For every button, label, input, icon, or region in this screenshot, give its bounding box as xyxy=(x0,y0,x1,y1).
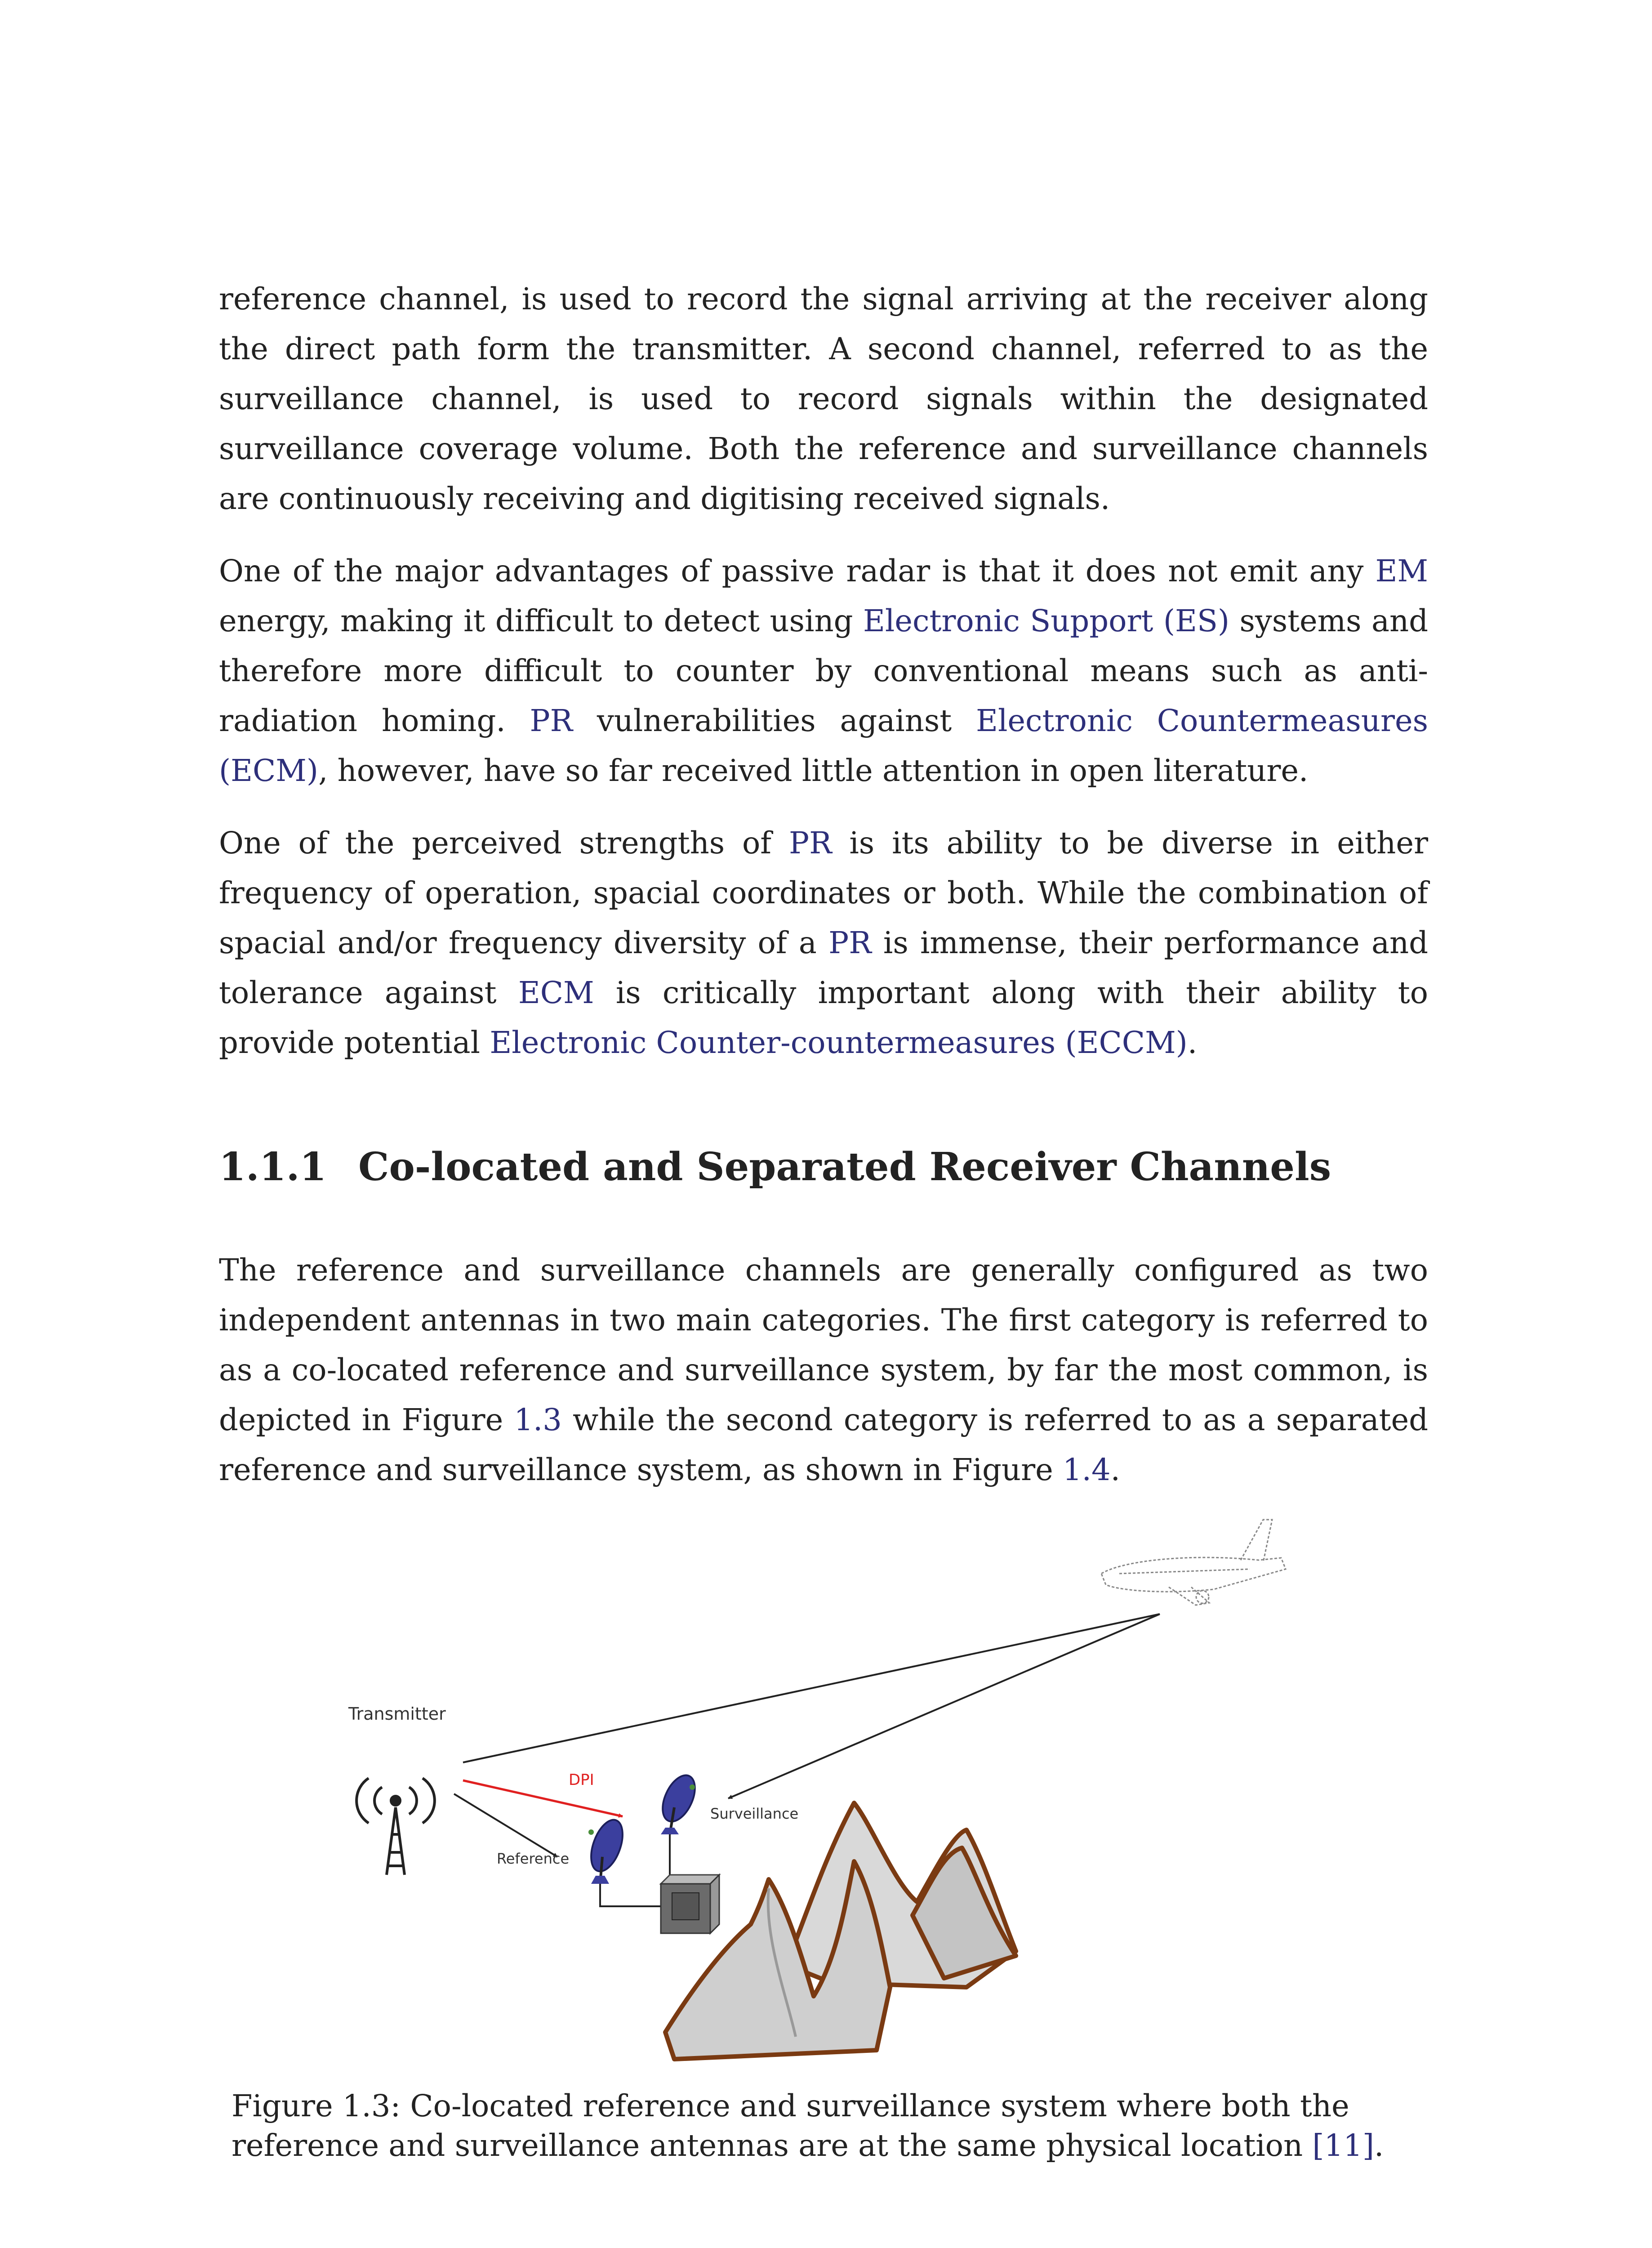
reference-antenna-icon xyxy=(585,1815,628,1884)
text-run: . xyxy=(1110,1452,1120,1487)
paragraph-4 xyxy=(219,1245,1428,1495)
text-run: One of the perceived strengths of xyxy=(219,825,789,861)
text-run: while the second category is referred to as a separated reference and surveillance system, as shown in Figure xyxy=(219,1402,1429,1487)
text-run: , however, have so far received little attention in open literature. xyxy=(318,753,1309,788)
text-run: One of the major advantages of passive radar is that it does not emit any xyxy=(219,553,1376,589)
text-run: The reference and surveillance channels are generally configured as two independent antennas in two main categories. The first category is referred to as a co-located reference and surveillance system, by far the most common, is depicted in Figure xyxy=(219,1253,1428,1437)
figure-caption xyxy=(232,2086,1418,2165)
reference-label: Reference xyxy=(497,1850,570,1867)
caption-text: . xyxy=(1374,2128,1384,2163)
dpi-arrow xyxy=(463,1780,623,1816)
citation-link[interactable]: [11] xyxy=(1312,2128,1374,2163)
paragraph-1-text: reference channel, is used to record the signal arriving at the receiver along the direct path form the transmitter. A second channel, referred to as the surveillance channel, is used to record signals within the designated surveillance coverage volume. Both the reference and surveillance channels are continuously receiving and digitising received signals. xyxy=(219,281,1428,516)
text-run: is critically important along with their ability to provide potential xyxy=(219,975,1428,1060)
dpi-label: DPI xyxy=(569,1771,594,1789)
section-title: Co-located and Separated Receiver Channels xyxy=(358,1144,1331,1190)
acronym-link-ecm[interactable]: ECM xyxy=(518,975,594,1010)
echo-arrow xyxy=(728,1614,1160,1798)
acronym-link-pr[interactable]: PR xyxy=(788,825,832,861)
transmitter-label: Transmitter xyxy=(348,1704,446,1724)
airplane-icon xyxy=(1101,1520,1286,1605)
figure-colocated-system xyxy=(315,1511,1349,2073)
section-heading xyxy=(219,1144,1331,1190)
transmitter-to-target-line xyxy=(463,1614,1160,1762)
reference-arrow xyxy=(454,1794,557,1857)
text-run: systems and therefore more difficult to counter by conventional means such as anti-radiation homing. xyxy=(219,603,1429,738)
text-run: vulnerabilities against xyxy=(573,703,976,738)
receiver-box-icon xyxy=(661,1875,719,1933)
caption-text: Figure 1.3: Co-located reference and surveillance system where both the reference and surveillance antennas are at the same physical location xyxy=(232,2088,1349,2163)
text-run: . xyxy=(1187,1025,1198,1060)
paragraph-3 xyxy=(219,818,1428,1068)
mountains-icon xyxy=(665,1803,1016,2059)
reference-cable xyxy=(600,1884,661,1906)
surveillance-label: Surveillance xyxy=(710,1805,799,1822)
transmitter-tower-icon xyxy=(356,1778,435,1875)
acronym-link-ecm[interactable]: Electronic Countermeasures (ECM) xyxy=(219,703,1429,788)
text-run: is immense, their performance and tolerance against xyxy=(219,925,1428,1010)
acronym-link-eccm[interactable]: Electronic Counter-countermeasures (ECCM) xyxy=(490,1025,1188,1060)
surveillance-antenna-icon xyxy=(656,1770,702,1834)
acronym-link-pr[interactable]: PR xyxy=(828,925,872,960)
paragraph-2 xyxy=(219,546,1428,796)
text-run: energy, making it difficult to detect using xyxy=(219,603,863,638)
acronym-link-es[interactable]: Electronic Support (ES) xyxy=(863,603,1229,638)
section-number: 1.1.1 xyxy=(219,1144,327,1190)
text-run: is its ability to be diverse in either frequency of operation, spacial coordinates or both. While the combination of spacial and/or frequency diversity of a xyxy=(219,825,1428,960)
acronym-link-em[interactable]: EM xyxy=(1375,553,1428,589)
figure-ref-link[interactable]: 1.3 xyxy=(514,1402,562,1437)
acronym-link-pr[interactable]: PR xyxy=(530,703,573,738)
figure-ref-link[interactable]: 1.4 xyxy=(1063,1452,1111,1487)
paragraph-1 xyxy=(219,274,1428,524)
